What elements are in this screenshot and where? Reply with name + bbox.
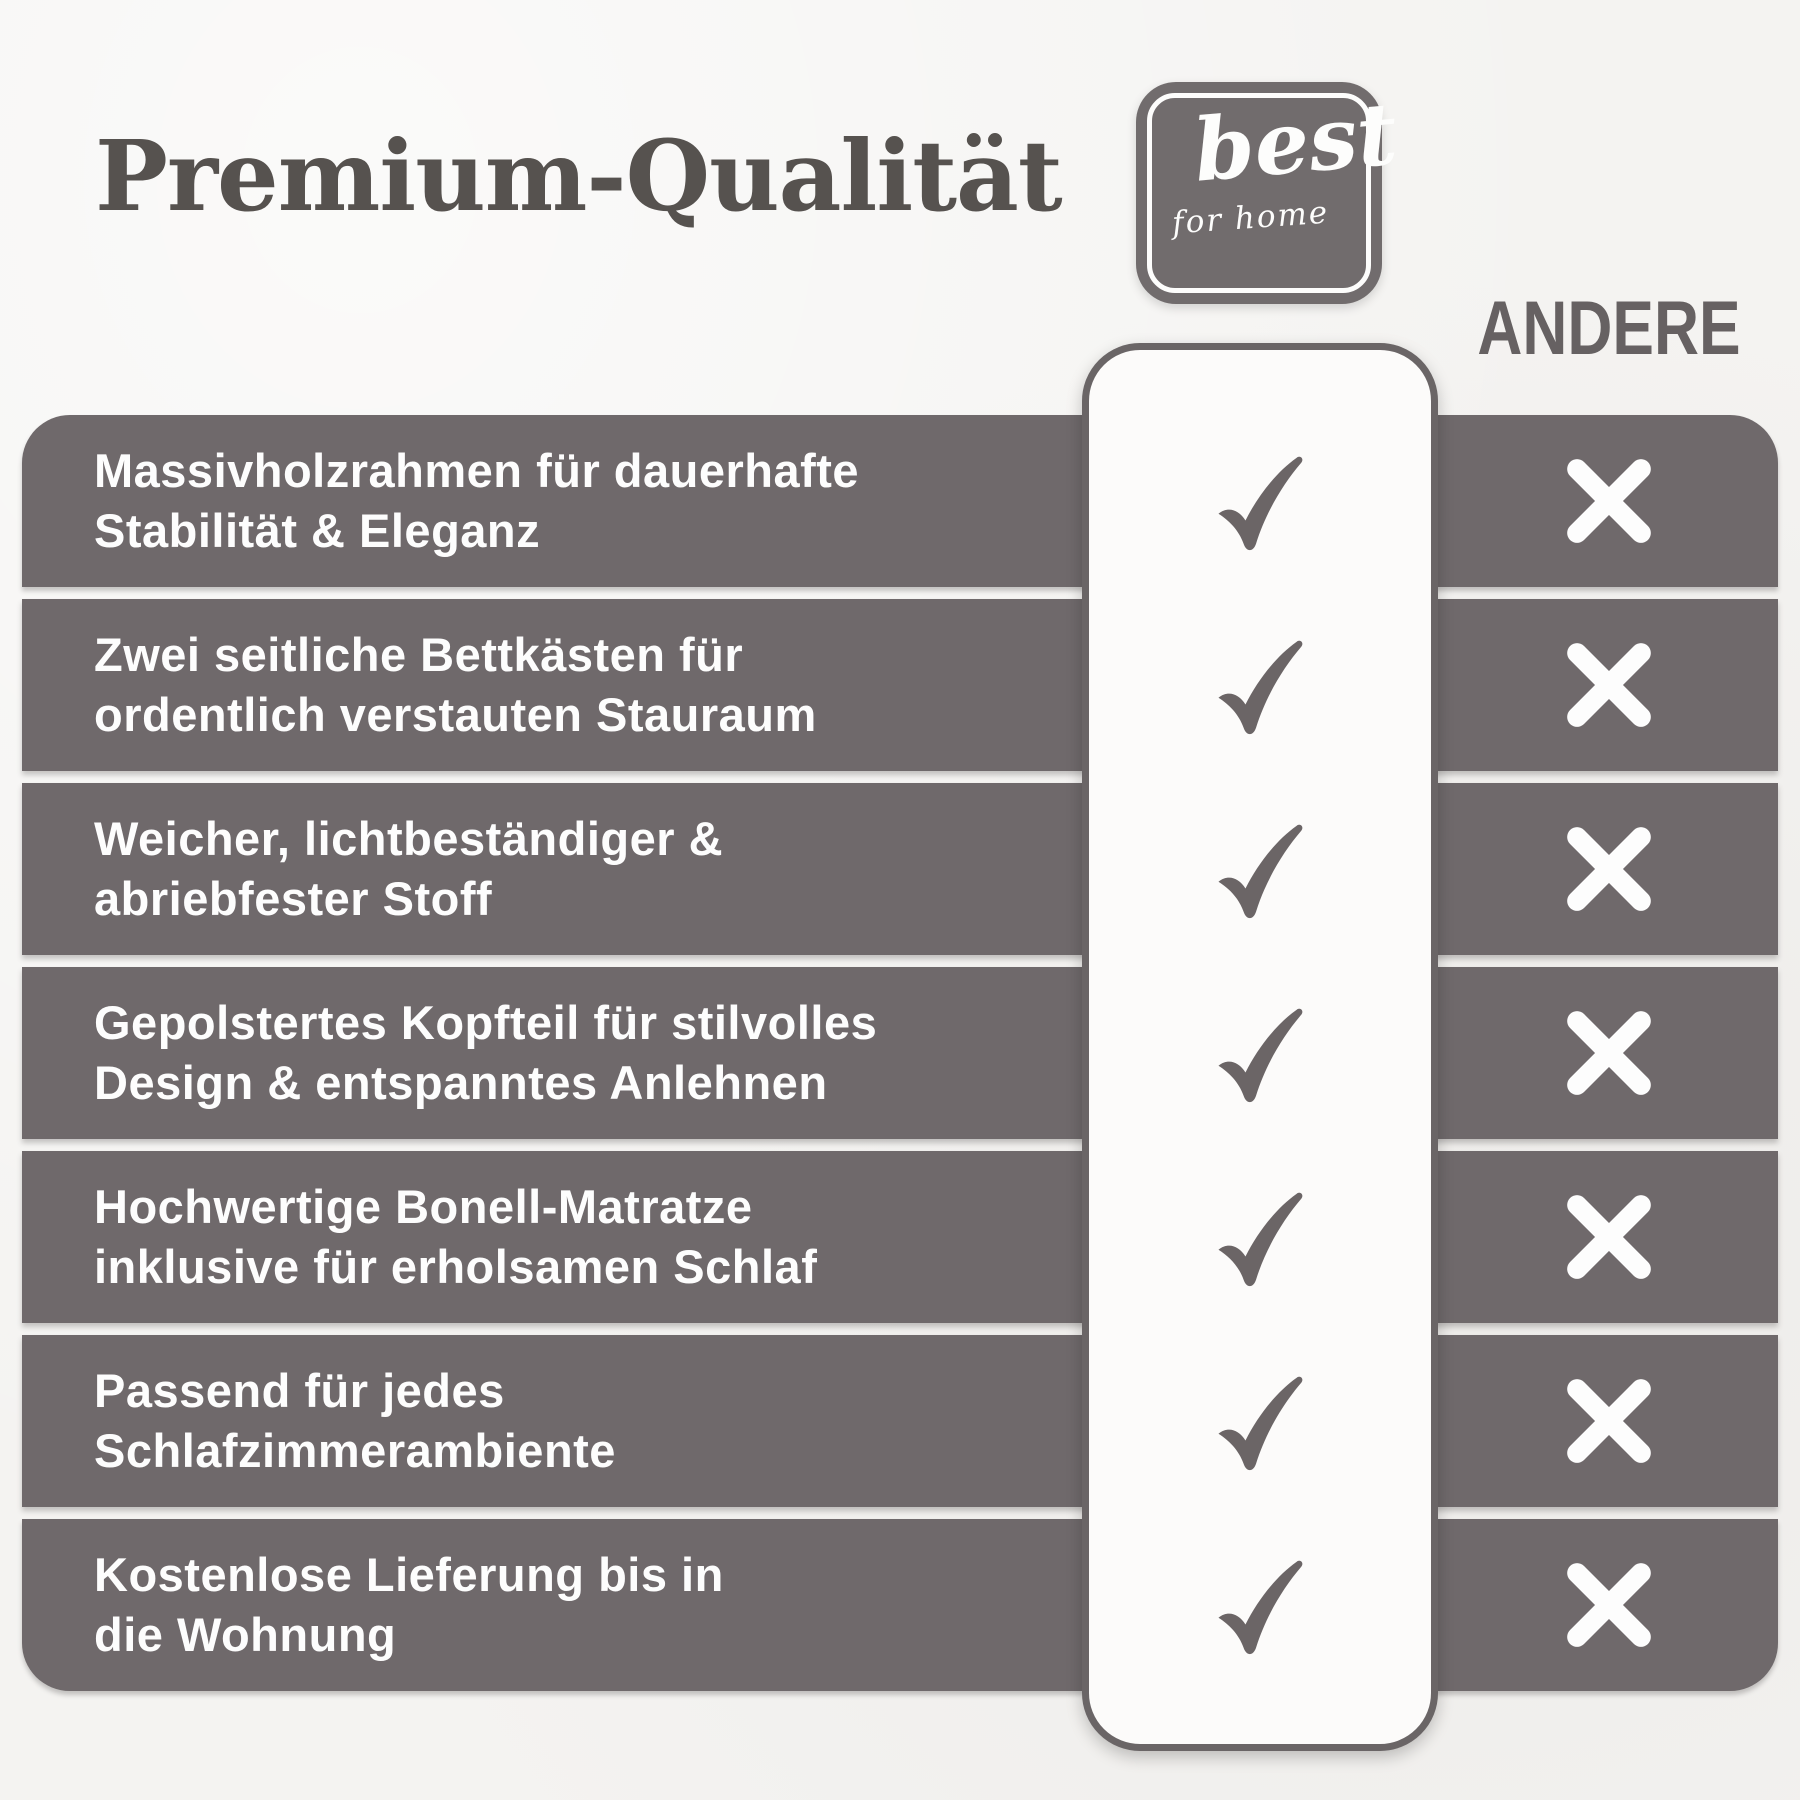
best-for-home-logo [1136, 82, 1401, 304]
feature-line: Zwei seitliche Bettkästen für [94, 628, 744, 682]
feature-line: Schlafzimmerambiente [94, 1424, 616, 1477]
feature-line: inklusive für erholsamen Schlaf [94, 1240, 818, 1293]
cross-icon [1562, 454, 1656, 548]
page-title: Premium-Qualität [95, 119, 1062, 233]
feature-line: Gepolstertes Kopfteil für stilvolles [94, 996, 878, 1050]
check-icon [1208, 1557, 1308, 1663]
feature-line: abriebfester Stoff [94, 872, 493, 925]
logo-for-home-text: for home [1170, 194, 1331, 242]
feature-row [22, 599, 1778, 771]
cross-icon [1562, 1558, 1656, 1652]
feature-line: Hochwertige Bonell-Matratze [94, 1180, 753, 1234]
check-icon [1208, 1189, 1308, 1295]
check-icon [1208, 1005, 1308, 1111]
feature-row [22, 967, 1778, 1139]
feature-row [22, 1151, 1778, 1323]
feature-row [22, 415, 1778, 587]
feature-row [22, 783, 1778, 955]
cross-icon [1562, 822, 1656, 916]
check-icon [1208, 821, 1308, 927]
feature-line: die Wohnung [94, 1608, 397, 1661]
cross-icon [1562, 1374, 1656, 1468]
cross-icon [1562, 1190, 1656, 1284]
feature-line: ordentlich verstauten Stauraum [94, 688, 817, 741]
cross-icon [1562, 638, 1656, 732]
logo-best-text: best [1189, 83, 1401, 202]
feature-line: Stabilität & Eleganz [94, 504, 541, 557]
cross-icon [1562, 1006, 1656, 1100]
feature-line: Massivholzrahmen für dauerhafte [94, 444, 860, 498]
check-icon [1208, 637, 1308, 743]
andere-column-header: ANDERE [1477, 286, 1741, 371]
check-icon [1208, 1373, 1308, 1479]
feature-row [22, 1519, 1778, 1691]
feature-line: Weicher, lichtbeständiger & [94, 812, 724, 866]
feature-line: Kostenlose Lieferung bis in [94, 1548, 724, 1602]
feature-line: Passend für jedes [94, 1364, 505, 1418]
check-icon [1208, 453, 1308, 559]
feature-line: Design & entspanntes Anlehnen [94, 1056, 828, 1109]
feature-row [22, 1335, 1778, 1507]
